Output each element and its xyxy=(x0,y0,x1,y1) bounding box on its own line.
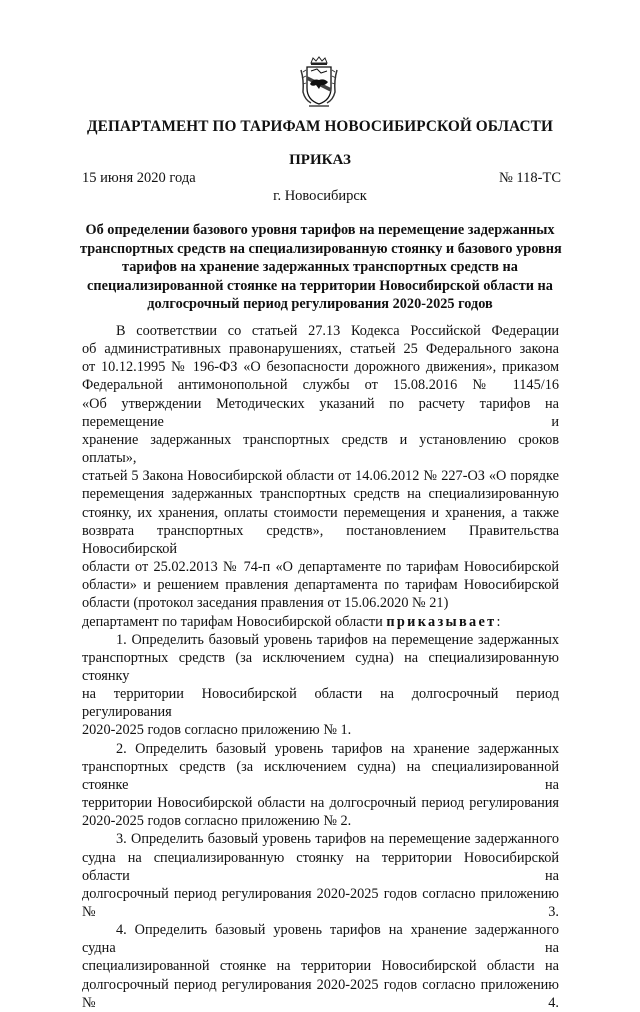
item-2-line: территории Новосибирской области на долгосрочный период регулирования xyxy=(82,795,559,812)
item-1-line: транспортных средств (за исключением судна) на специализированную стоянку xyxy=(82,649,559,684)
title-line: долгосрочный период регулирования 2020-2025 годов xyxy=(147,296,493,313)
body-line: стоянку, их хранения, оплаты стоимости перемещения и хранения, а также xyxy=(82,504,559,521)
body-line: области» и решением правления департамента по тарифам Новосибирской xyxy=(82,577,559,594)
novosibirsk-coat-of-arms-icon xyxy=(299,56,339,108)
body-line: статьей 5 Закона Новосибирской области от 14.06.2012 № 227-ОЗ «О порядке xyxy=(82,468,559,485)
item-2-line: 2020-2025 годов согласно приложению № 2. xyxy=(82,813,352,830)
body-line: хранение задержанных транспортных средств и установлению сроков оплаты», xyxy=(82,431,559,467)
body-line: области (протокол заседания правления от 15.06.2020 № 21) xyxy=(82,595,449,612)
department-title: ДЕПАРТАМЕНТ ПО ТАРИФАМ НОВОСИБИРСКОЙ ОБЛАСТИ xyxy=(87,118,553,135)
item-1-line: 1. Определить базовый уровень тарифов на перемещение задержанных xyxy=(116,631,559,648)
body-line: перемещения задержанных транспортных средств на специализированную xyxy=(82,486,559,503)
item-4-line: 4. Определить базовый уровень тарифов на хранение задержанного судна на xyxy=(82,922,559,957)
body-line: от 10.12.1995 № 196-ФЗ «О безопасности дорожного движения», приказом xyxy=(82,359,559,376)
item-4-line: специализированной стоянке на территории Новосибирской области на xyxy=(82,958,559,975)
order-number: № 118-ТС xyxy=(498,170,561,186)
order-date: 15 июня 2020 года xyxy=(82,170,196,186)
clause-suffix: : xyxy=(496,613,501,630)
body-line: Федеральной антимонопольной службы от 15.08.2016 № 1145/16 xyxy=(82,377,559,394)
body-line: об административных правонарушениях, статьей 25 Федерального закона xyxy=(82,341,559,358)
title-line: специализированной стоянке на территории Новосибирской области на xyxy=(87,277,553,294)
item-2-line: 2. Определить базовый уровень тарифов на хранение задержанных xyxy=(116,740,559,757)
body-line: области от 25.02.2013 № 74-п «О департаменте по тарифам Новосибирской xyxy=(82,559,559,576)
order-body xyxy=(82,322,559,1012)
item-2-line: транспортных средств (за исключением судна) на специализированной стоянке на xyxy=(82,758,559,793)
title-line: тарифов на хранение задержанных транспортных средств на xyxy=(122,259,518,276)
title-line: транспортных средств на специализированную стоянку и базового уровня xyxy=(80,240,562,257)
body-line: возврата транспортных средств», постановлением Правительства Новосибирской xyxy=(82,522,559,557)
clause-keyword: приказывает xyxy=(386,613,497,630)
document-type-heading: ПРИКАЗ xyxy=(289,152,351,168)
body-line: «Об утверждении Методических указаний по расчету тарифов на перемещение и xyxy=(82,395,559,430)
clause-prefix: департамент по тарифам Новосибирской области xyxy=(82,613,387,630)
item-4-line: долгосрочный период регулирования 2020-2025 годов согласно приложению № 4. xyxy=(82,976,559,1011)
body-line: В соответствии со статьей 27.13 Кодекса Российской Федерации xyxy=(116,323,559,339)
item-3-line: долгосрочный период регулирования 2020-2025 годов согласно приложению № 3. xyxy=(82,885,559,920)
item-1-line: на территории Новосибирской области на долгосрочный период регулирования xyxy=(82,686,559,721)
item-3-line: судна на специализированную стоянку на территории Новосибирской области на xyxy=(82,849,559,884)
order-title xyxy=(80,221,560,314)
order-city: г. Новосибирск xyxy=(273,188,367,204)
item-3-line: 3. Определить базовый уровень тарифов на перемещение задержанного xyxy=(116,831,559,848)
operative-clause xyxy=(82,613,559,631)
item-1-line: 2020-2025 годов согласно приложению № 1. xyxy=(82,722,352,739)
title-line: Об определении базового уровня тарифов на перемещение задержанных xyxy=(85,222,555,238)
